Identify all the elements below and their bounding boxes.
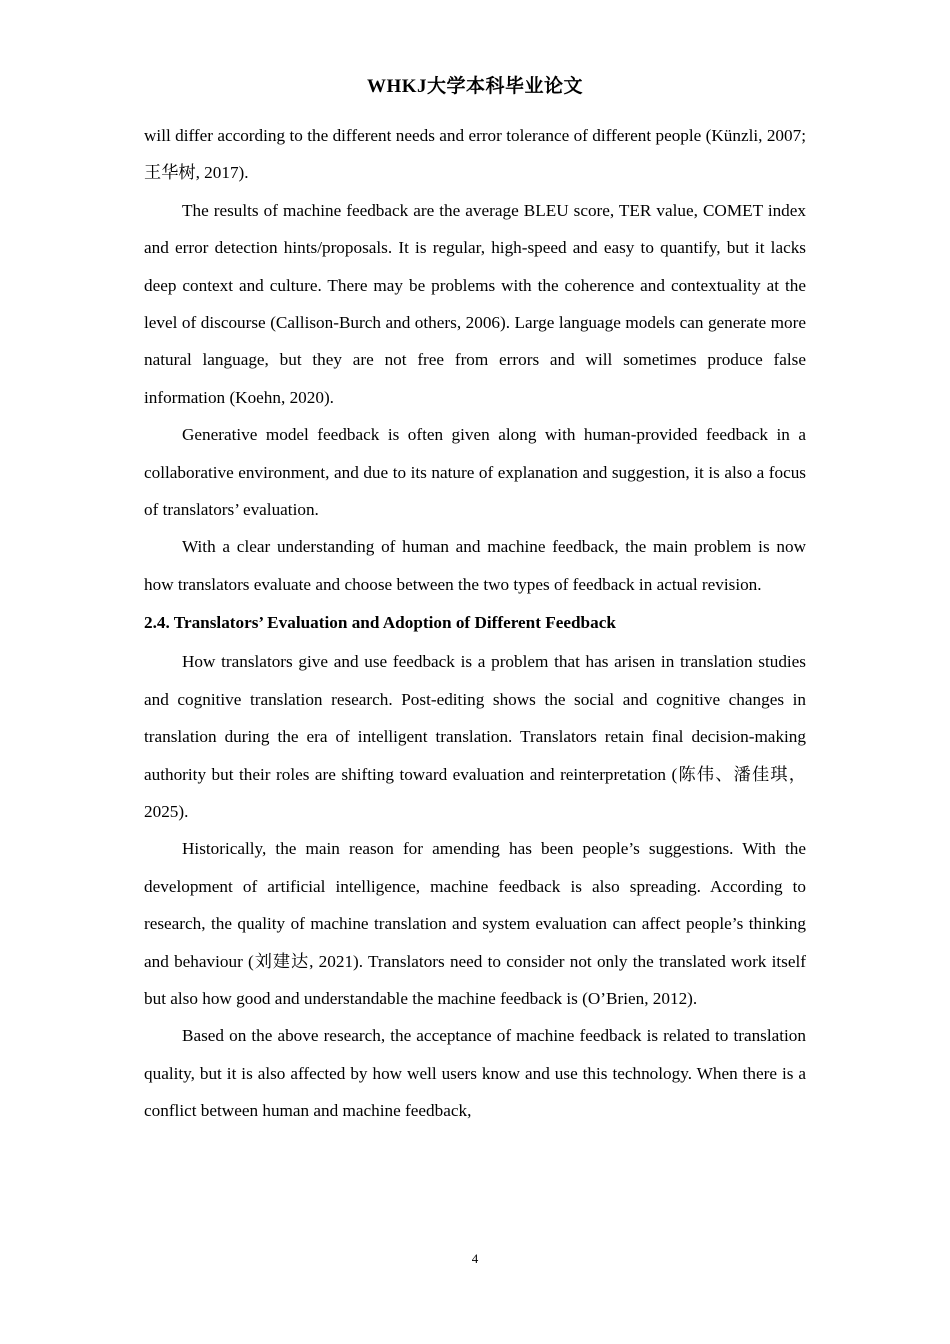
page-number: 4 [471, 1251, 479, 1266]
section-heading: 2.4. Translators’ Evaluation and Adoption of Different Feedback [144, 613, 616, 633]
paragraph-acceptance: Based on the above research, the acceptance of machine feedback is related to translation quality, but it is also affected by how well users know and use this technology. When there is a conflict between human and machine feedback, [144, 1026, 806, 1121]
paragraph-historical: Historically, the main reason for amending has been people’s suggestions. With the development of artificial intelligence, machine feedback is also spreading. According to research, the quality of machine translation and system evaluation can affect people’s thinking and behaviour (刘建达, 2021). Translators need to consider not only the translated work itself but also how good and understandable the machine feedback is (O’Brien, 2012). [144, 839, 806, 1008]
body-text [144, 117, 806, 1130]
paragraph-machine-feedback: The results of machine feedback are the average BLEU score, TER value, COMET index and error detection hints/proposals. It is regular, high-speed and easy to quantify, but it lacks deep context and culture. There may be problems with the coherence and contextuality at the level of discourse (Callison-Burch and others, 2006). Large language models can generate more natural language, but they are not free from errors and will sometimes produce false information (Koehn, 2020). [144, 200, 806, 407]
page-header: WHKJ大学本科毕业论文 [366, 76, 584, 97]
paragraph-generative-feedback: Generative model feedback is often given along with human-provided feedback in a collaborative environment, and due to its nature of explanation and suggestion, it is also a focus of translators’ evaluation. [144, 425, 806, 520]
paragraph-main-problem: With a clear understanding of human and machine feedback, the main problem is now how translators evaluate and choose between the two types of feedback in actual revision. [144, 537, 806, 594]
paragraph-post-editing: How translators give and use feedback is a problem that has arisen in translation studies and cognitive translation research. Post-editing shows the social and cognitive changes in translation during the era of intelligent translation. Translators retain final decision-making authority but their roles are shifting toward evaluation and reinterpretation (陈伟、潘佳琪，2025). [144, 652, 806, 821]
paragraph-continuation: will differ according to the different needs and error tolerance of different people (Künzli, 2007; 王华树, 2017). [144, 126, 806, 183]
